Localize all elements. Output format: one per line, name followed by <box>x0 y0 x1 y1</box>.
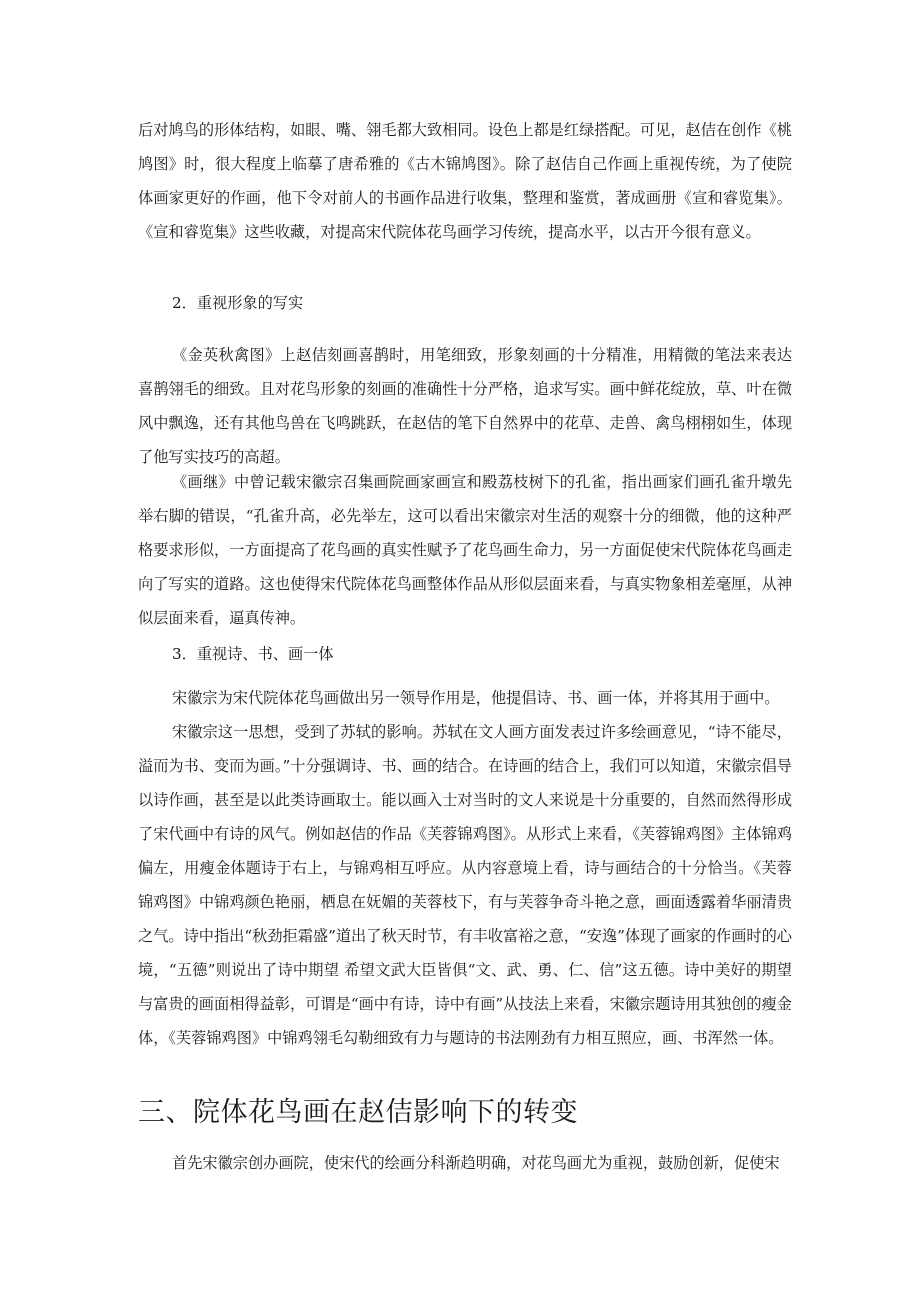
subheading-realism: 2．重视形象的写实 <box>172 294 304 312</box>
subheading-poetry-calligraphy-painting: 3．重视诗、书、画一体 <box>172 645 334 663</box>
paragraph-su-shi-influence: 宋徽宗这一思想，受到了苏轼的影响。苏轼在文人画方面发表过许多绘画意见，“诗不能尽，溢而为书、变而为画。”十分强调诗、书、画的结合。在诗画的结合上，我们可以知道，宋徽宗倡导以诗作画，甚至是以此类诗画取士。能以画入士对当时的文人来说是十分重要的，自然而然得形成了宋代画中有诗的风气。例如赵佶的作品《芙蓉锦鸡图》。从形式上来看，《芙蓉锦鸡图》主体锦鸡偏左，用瘦金体题诗于右上，与锦鸡相互呼应。从内容意境上看，诗与画结合的十分恰当。《芙蓉锦鸡图》中锦鸡颜色艳丽，栖息在妩媚的芙蓉枝下，有与芙蓉争奇斗艳之意，画面透露着华丽清贵之气。诗中指出“秋劲拒霜盛”道出了秋天时节，有丰收富裕之意，“安逸”体现了画家的作画时的心境，“五德”则说出了诗中期望 希望文武大臣皆俱“文、武、勇、仁、信”这五德。诗中美好的期望与富贵的画面相得益彰，可谓是“画中有诗，诗中有画”从技法上来看，宋徽宗题诗用其独创的瘦金体，《芙蓉锦鸡图》中锦鸡翎毛勾勒细致有力与题诗的书法刚劲有力相互照应，画、书浑然一体。 <box>138 723 792 1047</box>
paragraph-huaji-peacock: 《画继》中曾记载宋徽宗召集画院画家画宣和殿荔枝树下的孔雀，指出画家们画孔雀升墩先举右脚的错误，“孔雀升高，必先举左，这可以看出宋徽宗对生活的观察十分的细微，他的这种严格要求形似，一方面提高了花鸟画的真实性赋予了花鸟画生命力，另一方面促使宋代院体花鸟画走向了写实的道路。这也使得宋代院体花鸟画整体作品从形似层面来看，与真实物象相差毫厘，从神似层面来看，逼真传神。 <box>138 473 792 627</box>
paragraph-golden-autumn-birds: 《金英秋禽图》上赵佶刻画喜鹊时，用笔细致，形象刻画的十分精准，用精微的笔法来表达喜鹊翎毛的细致。且对花鸟形象的刻画的准确性十分严格，追求写实。画中鲜花绽放，草、叶在微风中飘逸，还有其他鸟兽在飞鸣跳跃，在赵佶的笔下自然界中的花草、走兽、禽鸟栩栩如生，体现了他写实技巧的高超。 <box>138 346 792 466</box>
paragraph-huizong-leadership: 宋徽宗为宋代院体花鸟画做出另一领导作用是，他提倡诗、书、画一体，并将其用于画中。 <box>172 689 780 707</box>
paragraph-academy-founding: 首先宋徽宗创办画院，使宋代的绘画分科渐趋明确，对花鸟画尤为重视，鼓励创新，促使宋 <box>172 1154 780 1172</box>
paragraph-intro: 后对鸠鸟的形体结构，如眼、嘴、翎毛都大致相同。设色上都是红绿搭配。可见，赵佶在创作《桃鸠图》时，很大程度上临摹了唐希雅的《古木锦鸠图》。除了赵佶自己作画上重视传统，为了使院体画家更好的作画，他下令对前人的书画作品进行收集，整理和鉴赏，著成画册《宣和睿览集》。《宣和睿览集》这些收藏，对提高宋代院体花鸟画学习传统，提高水平，以古开今很有意义。 <box>138 121 792 241</box>
section-title: 三、院体花鸟画在赵佶影响下的转变 <box>138 1097 578 1128</box>
